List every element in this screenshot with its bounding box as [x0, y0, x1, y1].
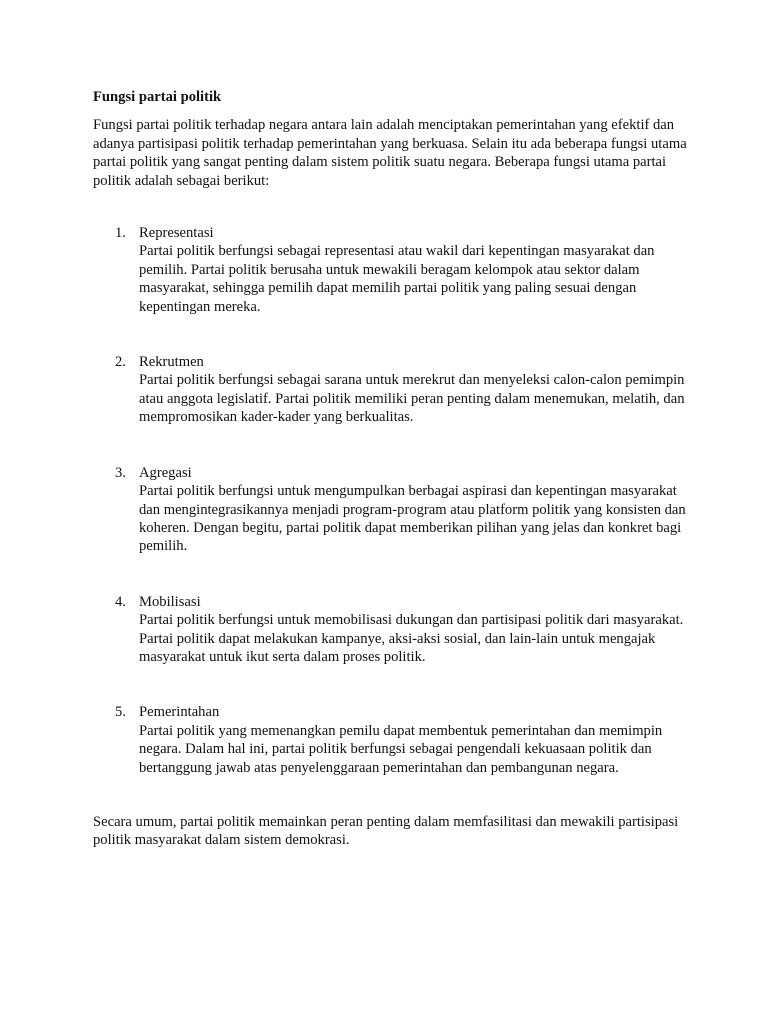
list-item [93, 593, 693, 667]
list-item-title: Pemerintahan [139, 704, 220, 721]
functions-list [93, 224, 693, 777]
conclusion-paragraph: Secara umum, partai politik memainkan peran penting dalam memfasilitasi dan mewakili partisipasi politik masyarakat dalam sistem demokrasi. [93, 813, 679, 849]
list-item-title: Agregasi [139, 464, 192, 481]
intro-paragraph: Fungsi partai politik terhadap negara antara lain adalah menciptakan pemerintahan yang efektif dan adanya partisipasi politik terhadap pemerintahan yang berkuasa. Selain itu ada beberapa fungsi utama partai politik yang sangat penting dalam sistem politik suatu negara. Beberapa fungsi utama partai politik adalah sebagai berikut: [93, 117, 687, 189]
list-item-number: 5. [115, 704, 126, 721]
list-item-title: Mobilisasi [139, 593, 201, 610]
list-item-description: Partai politik berfungsi sebagai sarana untuk merekrut dan menyeleksi calon-calon pemimpin atau anggota legislatif. Partai politik memiliki peran penting dalam menemukan, melatih, dan mempromosikan kader-kader yang berkualitas. [139, 372, 685, 426]
list-item-number: 3. [115, 464, 126, 481]
list-item-description: Partai politik yang memenangkan pemilu dapat membentuk pemerintahan dan memimpin negara. Dalam hal ini, partai politik berfungsi sebagai pengendali kekuasaan politik dan bertanggung jawab atas penyelenggaraan pemerintahan dan pembangunan negara. [139, 722, 663, 776]
list-item [93, 224, 693, 316]
list-item [93, 703, 693, 777]
list-item-description: Partai politik berfungsi untuk memobilisasi dukungan dan partisipasi politik dari masyarakat. Partai politik dapat melakukan kampanye, aksi-aksi sosial, dan lain-lain untuk mengajak masyarakat untuk ikut serta dalam proses politik. [139, 612, 684, 665]
list-item-title: Representasi [139, 225, 214, 242]
document-title: Fungsi partai politik [93, 89, 222, 105]
list-item [93, 464, 693, 556]
list-item-description: Partai politik berfungsi sebagai representasi atau wakil dari kepentingan masyarakat dan pemilih. Partai politik berusaha untuk mewakili beragam kelompok atau sektor dalam masyarakat, sehingga pemilih dapat memilih partai politik yang paling sesuai dengan kepentingan mereka. [139, 243, 655, 315]
list-item [93, 353, 693, 427]
list-item-description: Partai politik berfungsi untuk mengumpulkan berbagai aspirasi dan kepentingan masyarakat dan mengintegrasikannya menjadi program-program atau platform politik yang konsisten dan koheren. Dengan begitu, partai politik dapat memberikan pilihan yang jelas dan konkret bagi pemilih. [139, 483, 686, 555]
list-item-number: 4. [115, 593, 126, 610]
document-page [93, 88, 693, 850]
list-item-number: 2. [115, 354, 126, 371]
list-item-title: Rekrutmen [139, 354, 204, 371]
list-item-number: 1. [115, 225, 126, 242]
